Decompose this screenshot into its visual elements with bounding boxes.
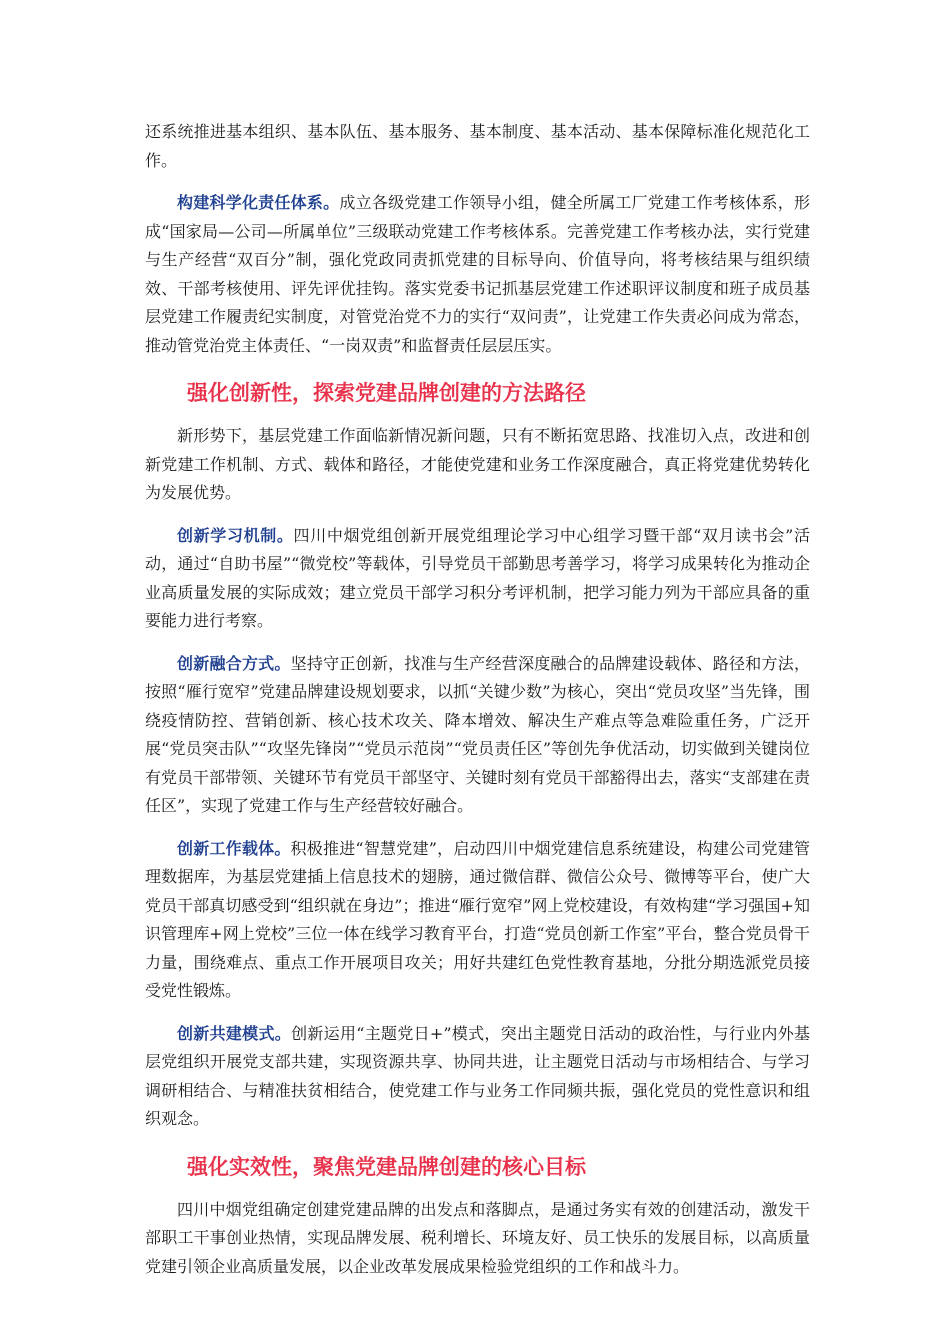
paragraph-responsibility-system [145, 189, 810, 360]
lead-heading: 创新共建模式。 [177, 1023, 292, 1043]
paragraph-text: 成立各级党建工作领导小组，健全所属工厂党建工作考核体系，形成“国家局—公司—所属单位”三级联动党建工作考核体系。完善党建工作考核办法，实行党建与生产经营“双百分”制，强化党政同责抓党建的目标导向、价值导向，将考核结果与组织绩效、干部考核使用、评先评优挂钩。落实党委书记抓基层党建工作述职评议制度和班子成员基层党建工作履责纪实制度，对管党治党不力的实行“双问责”，让党建工作失责必问成为常态，推动管党治党主体责任、“一岗双责”和监督责任层层压实。 [145, 193, 810, 355]
paragraph-work-carrier [145, 835, 810, 1006]
paragraph-co-building-model [145, 1020, 810, 1134]
paragraph-text: 坚持守正创新，找准与生产经营深度融合的品牌建设载体、路径和方法，按照“雁行宽窄”党建品牌建设规划要求，以抓“关键少数”为核心，突出“党员攻坚”当先锋，围绕疫情防控、营销创新、核心技术攻关、降本增效、解决生产难点等急难险重任务，广泛开展“党员突击队”“攻坚先锋岗”“党员示范岗”“党员责任区”等创先争优活动，切实做到关键岗位有党员干部带领、关键环节有党员干部坚守、关键时刻有党员干部豁得出去，落实“支部建在责任区”，实现了党建工作与生产经营较好融合。 [145, 653, 810, 815]
paragraph-integration-method [145, 650, 810, 821]
document-page [145, 118, 810, 1281]
paragraph-text: 创新运用“主题党日+”模式，突出主题党日活动的政治性，与行业内外基层党组织开展党支部共建，实现资源共享、协同共进，让主题党日活动与市场相结合、与学习调研相结合、与精准扶贫相结合，使党建工作与业务工作同频共振，强化党员的党性意识和组织观念。 [145, 1023, 810, 1128]
paragraph-text: 四川中烟党组创新开展党组理论学习中心组学习暨干部“双月读书会”活动，通过“自助书屋”“微党校”等载体，引导党员干部勤思考善学习，将学习成果转化为推动企业高质量发展的实际成效；建立党员干部学习积分考评机制，把学习能力列为干部应具备的重要能力进行考察。 [145, 525, 810, 630]
lead-heading: 创新工作载体。 [177, 838, 291, 858]
paragraph-intro-innovation: 新形势下，基层党建工作面临新情况新问题，只有不断拓宽思路、找准切入点，改进和创新党建工作机制、方式、载体和路径，才能使党建和业务工作深度融合，真正将党建优势转化为发展优势。 [145, 426, 810, 502]
paragraph-learning-mechanism [145, 522, 810, 636]
lead-heading: 创新学习机制。 [177, 525, 294, 545]
paragraph-continuation: 还系统推进基本组织、基本队伍、基本服务、基本制度、基本活动、基本保障标准化规范化工作。 [145, 122, 810, 170]
paragraph-core-goal: 四川中烟党组确定创建党建品牌的出发点和落脚点，是通过务实有效的创建活动，激发干部职工干事创业热情，实现品牌发展、税利增长、环境友好、员工快乐的发展目标，以高质量党建引领企业高质量发展，以企业改革发展成果检验党组织的工作和战斗力。 [145, 1199, 810, 1276]
lead-heading: 构建科学化责任体系。 [177, 193, 340, 212]
paragraph-text: 积极推进“智慧党建”，启动四川中烟党建信息系统建设，构建公司党建管理数据库，为基层党建插上信息技术的翅膀，通过微信群、微信公众号、微博等平台，使广大党员干部真切感受到“组织就在身边”；推进“雁行宽窄”网上党校建设，有效构建“学习强国+知识管理库+网上党校”三位一体在线学习教育平台，打造“党员创新工作室”平台，整合党员骨干力量，围绕难点、重点工作开展项目攻关；用好共建红色党性教育基地，分批分期选派党员接受党性锻炼。 [145, 838, 810, 1000]
lead-heading: 创新融合方式。 [177, 653, 291, 673]
section-heading-innovation: 强化创新性，探索党建品牌创建的方法路径 [187, 381, 586, 405]
section-heading-effectiveness: 强化实效性，聚焦党建品牌创建的核心目标 [187, 1154, 586, 1179]
